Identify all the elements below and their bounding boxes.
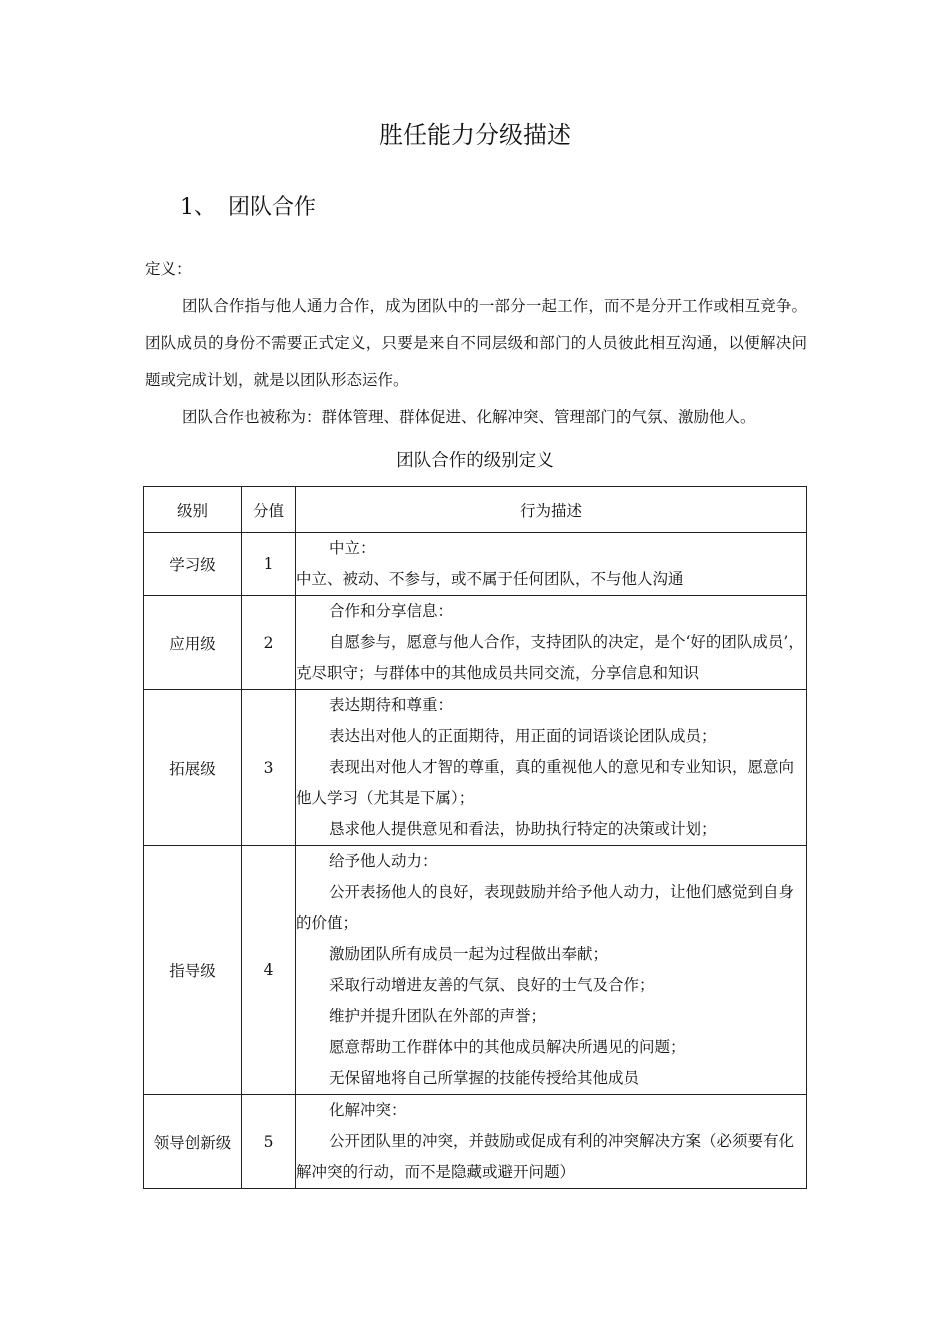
score-cell: 4 — [242, 846, 296, 1095]
level-cell: 应用级 — [144, 596, 242, 690]
table-body — [144, 533, 807, 1189]
score-cell: 3 — [242, 690, 296, 846]
header-description: 行为描述 — [296, 487, 807, 533]
description-line: 激励团队所有成员一起为过程做出奉献； — [329, 945, 609, 963]
aka-text: 团队合作也被称为：群体管理、群体促进、化解冲突、管理部门的气氛、激励他人。 — [182, 408, 756, 426]
table-row — [144, 846, 807, 1095]
page-title: 胜任能力分级描述 — [379, 121, 571, 149]
score-cell: 5 — [242, 1095, 296, 1189]
description-line: 给予他人动力： — [329, 852, 438, 870]
description-line: 愿意帮助工作群体中的其他成员解决所遇见的问题； — [329, 1038, 686, 1056]
description-line: 无保留地将自己所掌握的技能传授给其他成员 — [329, 1069, 640, 1087]
description-cell — [296, 1095, 807, 1189]
score-cell: 2 — [242, 596, 296, 690]
table-row — [144, 596, 807, 690]
header-score: 分值 — [242, 487, 296, 533]
description-line: 表达期待和尊重： — [329, 696, 454, 714]
definition-text: 团队合作指与他人通力合作，成为团队中的一部分一起工作，而不是分开工作或相互竞争。团队成员的身份不需要正式定义，只要是来自不同层级和部门的人员彼此相互沟通，以便解决问题或完成计划，就是以团队形态运作。 — [145, 297, 807, 389]
description-cell — [296, 846, 807, 1095]
score-cell: 1 — [242, 533, 296, 596]
table-row — [144, 533, 807, 596]
description-line: 合作和分享信息： — [329, 602, 454, 620]
table-header-row — [144, 487, 807, 533]
header-level: 级别 — [144, 487, 242, 533]
section-number: 1、 — [180, 195, 216, 220]
level-cell: 学习级 — [144, 533, 242, 596]
definition-label: 定义： — [145, 260, 192, 278]
description-cell — [296, 690, 807, 846]
description-line: 表现出对他人才智的尊重，真的重视他人的意见和专业知识，愿意向他人学习（尤其是下属）； — [296, 758, 795, 807]
level-cell: 指导级 — [144, 846, 242, 1095]
description-cell — [296, 596, 807, 690]
table-caption: 团队合作的级别定义 — [396, 451, 554, 471]
description-line: 公开表扬他人的良好，表现鼓励并给予他人动力，让他们感觉到自身的价值； — [296, 883, 795, 932]
level-cell: 领导创新级 — [144, 1095, 242, 1189]
description-line: 恳求他人提供意见和看法，协助执行特定的决策或计划； — [329, 820, 717, 838]
description-line: 采取行动增进友善的气氛、良好的士气及合作； — [329, 976, 655, 994]
section-heading — [180, 192, 316, 224]
description-line: 表达出对他人的正面期待，用正面的词语谈论团队成员； — [329, 727, 717, 745]
table-row — [144, 1095, 807, 1189]
description-line: 中立： — [329, 539, 376, 557]
section-title: 团队合作 — [228, 195, 317, 220]
description-line: 化解冲突： — [329, 1101, 407, 1119]
description-line: 中立、被动、不参与，或不属于任何团队，不与他人沟通 — [296, 570, 684, 588]
description-line: 维护并提升团队在外部的声誉； — [329, 1007, 547, 1025]
table-row — [144, 690, 807, 846]
level-definition-table — [143, 486, 807, 1189]
description-line: 自愿参与，愿意与他人合作，支持团队的决定，是个‘好的团队成员’，克尽职守；与群体中的其他成员共同交流，分享信息和知识 — [296, 633, 804, 682]
description-line: 公开团队里的冲突，并鼓励或促成有利的冲突解决方案（必须要有化解冲突的行动，而不是隐藏或避开问题） — [296, 1132, 795, 1181]
level-cell: 拓展级 — [144, 690, 242, 846]
description-cell — [296, 533, 807, 596]
